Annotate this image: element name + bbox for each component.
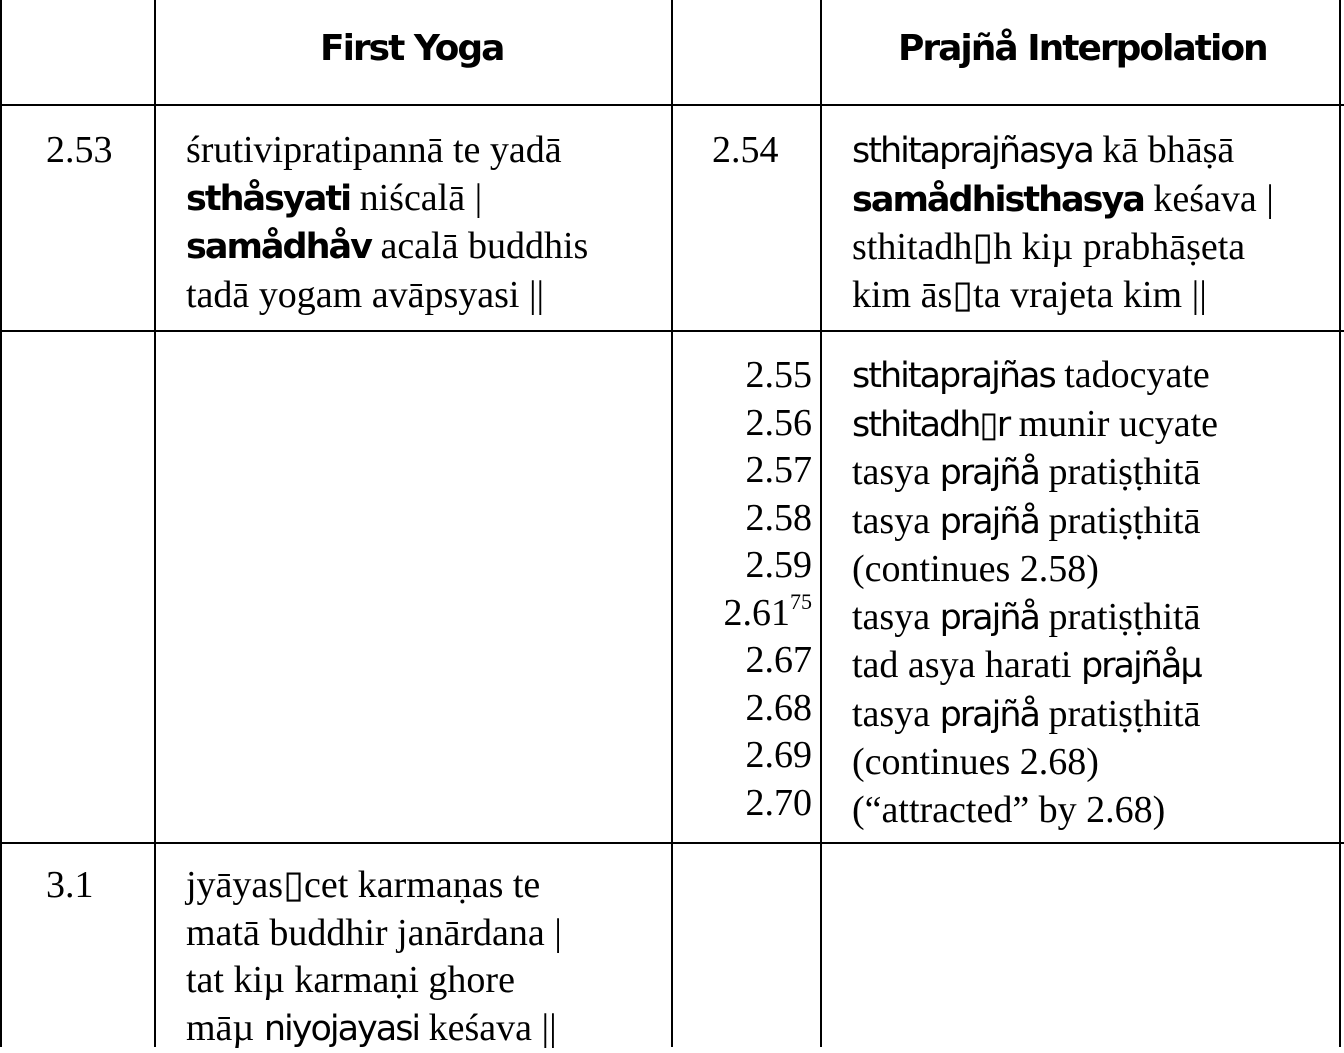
verse-ref-number: 2.58 bbox=[746, 497, 813, 539]
highlight-term: niyojayasi bbox=[264, 1009, 419, 1049]
highlight-term: prajñå bbox=[940, 598, 1039, 638]
verse-text: pratiṣṭhitā bbox=[1039, 596, 1200, 638]
verse-text: jyāyas▯cet karmaṇas te bbox=[186, 864, 540, 906]
verse-line bbox=[852, 224, 1274, 272]
verse-text: (continues 2.58) bbox=[852, 548, 1099, 590]
verse-text: tasya bbox=[852, 693, 940, 735]
verse-ref bbox=[700, 732, 812, 780]
grid-vline-4 bbox=[820, 0, 822, 1047]
verse-text: tasya bbox=[852, 596, 940, 638]
verse-text: munir ucyate bbox=[1009, 403, 1218, 445]
verse-line bbox=[186, 910, 562, 958]
highlight-term: sthitadh▯r bbox=[852, 405, 1009, 445]
highlight-term: prajñå bbox=[940, 502, 1039, 542]
verse-ref bbox=[700, 352, 812, 400]
verse-line bbox=[852, 401, 1218, 450]
verse-text: pratiṣṭhitā bbox=[1039, 693, 1200, 735]
highlight-term: sthitaprajñas bbox=[852, 356, 1055, 396]
highlight-term: prajñå bbox=[940, 453, 1039, 493]
row2-verse-refs bbox=[700, 352, 812, 827]
grid-vline-3 bbox=[671, 0, 673, 1047]
verse-ref bbox=[700, 637, 812, 685]
verse-text: keśava || bbox=[419, 1007, 557, 1049]
verse-text: sthitadh▯h kiµ prabhāṣeta bbox=[852, 226, 1245, 268]
verse-ref-number: 2.61 bbox=[724, 592, 791, 634]
column-title-first-yoga: First Yoga bbox=[320, 28, 503, 69]
footnote-marker[interactable]: 75 bbox=[790, 589, 812, 614]
verse-line bbox=[852, 739, 1218, 787]
verse-line bbox=[186, 272, 588, 320]
verse-line bbox=[852, 594, 1218, 643]
verse-ref-number: 2.55 bbox=[746, 354, 813, 396]
verse-ref bbox=[700, 685, 812, 733]
grid-hline-3 bbox=[0, 842, 1344, 844]
verse-text: niścalā | bbox=[350, 177, 482, 219]
verse-line bbox=[186, 1005, 562, 1053]
verse-text: tasya bbox=[852, 500, 940, 542]
verse-line bbox=[852, 691, 1218, 740]
row1-ref-left: 2.53 bbox=[46, 127, 113, 175]
verse-text: pratiṣṭhitā bbox=[1039, 500, 1200, 542]
verse-text: tasya bbox=[852, 451, 940, 493]
verse-line bbox=[852, 176, 1274, 225]
verse-text: acalā buddhis bbox=[371, 225, 588, 267]
verse-line bbox=[852, 498, 1218, 547]
bold-term: sthåsyati bbox=[186, 179, 350, 219]
bold-term: samådhisthasya bbox=[852, 180, 1144, 220]
verse-text: keśava | bbox=[1144, 178, 1274, 220]
verse-line bbox=[852, 272, 1274, 320]
verse-ref bbox=[700, 495, 812, 543]
verse-text: kim ās▯ta vrajeta kim || bbox=[852, 274, 1207, 316]
verse-line bbox=[852, 787, 1218, 835]
grid-hline-1 bbox=[0, 104, 1344, 106]
bold-term: samådhåv bbox=[186, 227, 371, 267]
grid-vline-1 bbox=[0, 0, 2, 1047]
verse-line bbox=[852, 352, 1218, 401]
row1-ref-right: 2.54 bbox=[712, 127, 779, 175]
verse-ref-number: 2.67 bbox=[746, 639, 813, 681]
row3-ref-left: 3.1 bbox=[46, 862, 94, 910]
verse-ref bbox=[700, 400, 812, 448]
verse-ref-number: 2.70 bbox=[746, 782, 813, 824]
verse-text: māµ bbox=[186, 1007, 264, 1049]
row2-verse-lines bbox=[852, 352, 1218, 834]
verse-text: kā bhāṣā bbox=[1093, 129, 1234, 171]
verse-text: tat kiµ karmaṇi ghore bbox=[186, 959, 515, 1001]
verse-line bbox=[186, 223, 588, 272]
verse-line bbox=[852, 127, 1274, 176]
highlight-term: prajñå bbox=[940, 695, 1039, 735]
verse-ref-number: 2.57 bbox=[746, 449, 813, 491]
verse-text: pratiṣṭhitā bbox=[1039, 451, 1200, 493]
verse-ref bbox=[700, 590, 812, 638]
verse-ref-number: 2.69 bbox=[746, 734, 813, 776]
verse-ref-number: 2.68 bbox=[746, 687, 813, 729]
verse-ref bbox=[700, 542, 812, 590]
highlight-term: prajñåµ bbox=[1081, 646, 1201, 686]
verse-ref bbox=[700, 447, 812, 495]
verse-text: tadocyate bbox=[1055, 354, 1210, 396]
verse-text: (“attracted” by 2.68) bbox=[852, 789, 1165, 831]
row1-verse-left bbox=[186, 127, 588, 319]
verse-line bbox=[186, 957, 562, 1005]
highlight-term: sthitaprajñasya bbox=[852, 131, 1093, 171]
grid-vline-2 bbox=[154, 0, 156, 1047]
verse-line bbox=[852, 449, 1218, 498]
verse-line bbox=[186, 175, 588, 224]
verse-ref bbox=[700, 780, 812, 828]
verse-text: matā buddhir janārdana | bbox=[186, 912, 562, 954]
verse-text: tad asya harati bbox=[852, 644, 1081, 686]
grid-vline-5 bbox=[1339, 0, 1341, 1047]
verse-text: śrutivipratipannā te yadā bbox=[186, 129, 562, 171]
verse-ref-number: 2.59 bbox=[746, 544, 813, 586]
verse-line bbox=[186, 862, 562, 910]
grid-hline-2 bbox=[0, 330, 1344, 332]
row3-verse-left bbox=[186, 862, 562, 1053]
column-title-prajna-interpolation: Prajñå Interpolation bbox=[898, 28, 1267, 69]
verse-line bbox=[186, 127, 588, 175]
verse-text: (continues 2.68) bbox=[852, 741, 1099, 783]
verse-ref-number: 2.56 bbox=[746, 402, 813, 444]
verse-line bbox=[852, 546, 1218, 594]
row1-verse-right bbox=[852, 127, 1274, 319]
verse-line bbox=[852, 642, 1218, 691]
verse-text: tadā yogam avāpsyasi || bbox=[186, 274, 544, 316]
